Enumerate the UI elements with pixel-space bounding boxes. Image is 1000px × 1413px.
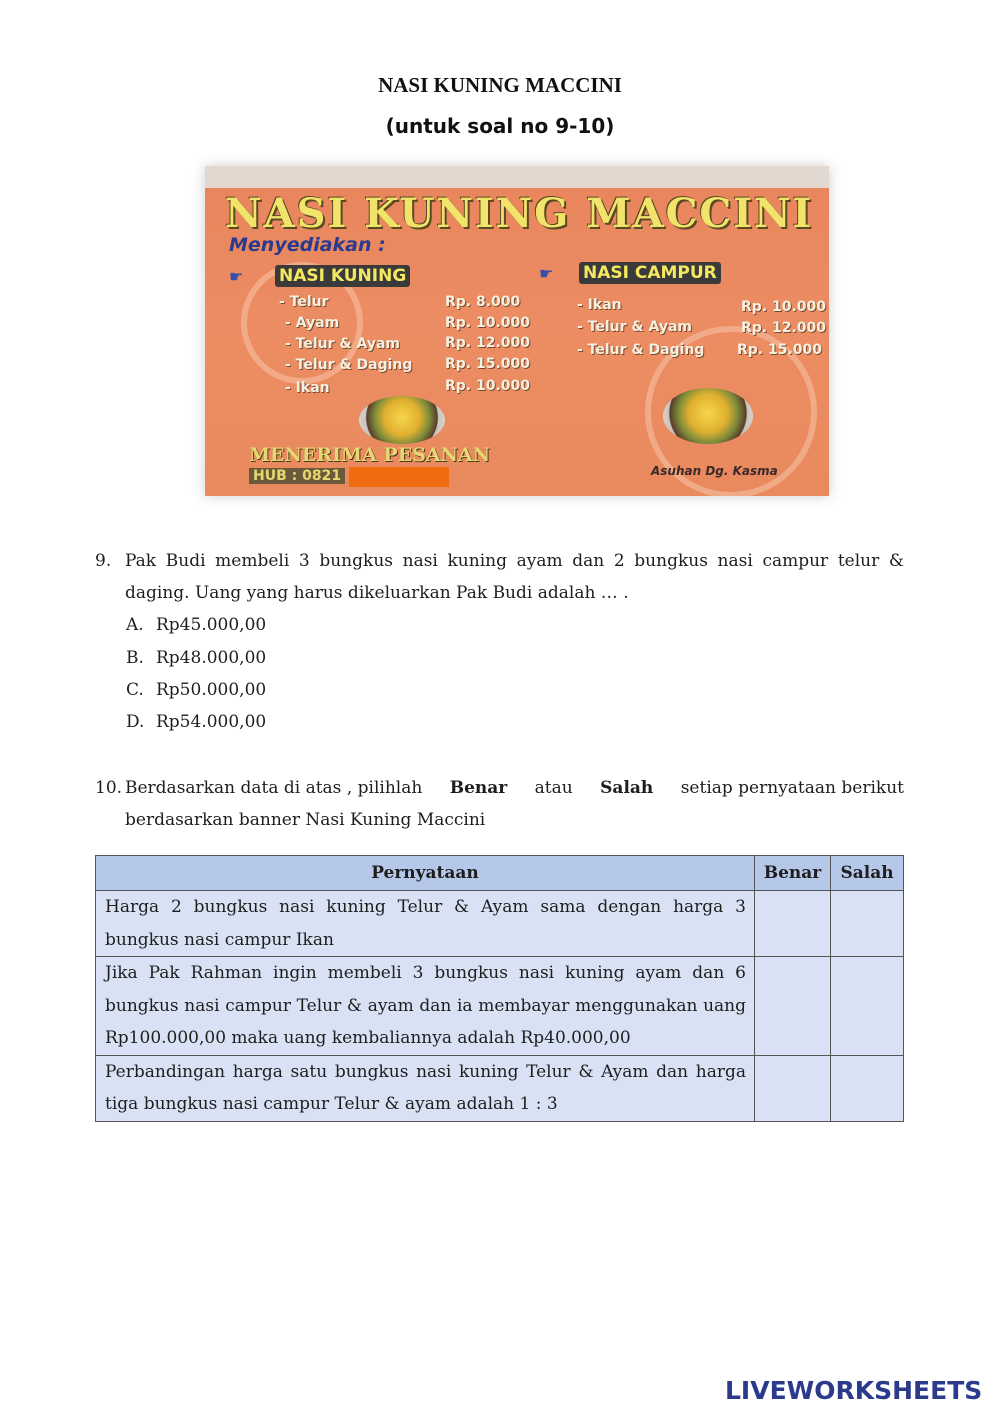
liveworksheets-wordmark: LIVEWORKSHEETS xyxy=(725,1376,983,1405)
header-pernyataan: Pernyataan xyxy=(96,856,755,891)
menu-banner-image xyxy=(205,166,829,496)
option-text: Rp48.000,00 xyxy=(156,648,267,668)
option-text: Rp50.000,00 xyxy=(156,680,267,700)
option-letter: D. xyxy=(126,712,145,732)
header-salah: Salah xyxy=(831,856,904,891)
pointing-hand-icon: ☛ xyxy=(539,264,554,283)
food-plate-image xyxy=(663,388,753,444)
page-title: NASI KUNING MACCINI xyxy=(378,73,622,97)
page-subtitle: (untuk soal no 9-10) xyxy=(385,114,615,138)
benar-answer-cell[interactable] xyxy=(755,957,831,1056)
banner-item: - Telur & Ayam xyxy=(285,336,400,352)
benar-answer-cell[interactable] xyxy=(755,891,831,957)
header-benar: Benar xyxy=(755,856,831,891)
statement-cell: Jika Pak Rahman ingin membeli 3 bungkus nasi kuning ayam dan 6 bungkus nasi campur Telur & ayam dan ia membayar menggunakan uang Rp100.000,00 maka uang kembaliannya adalah Rp40.000,00 xyxy=(96,957,755,1056)
banner-price: Rp. 12.000 xyxy=(445,335,531,351)
banner-tagline: Menyediakan : xyxy=(229,234,386,256)
banner-redaction xyxy=(349,467,449,487)
salah-answer-cell[interactable] xyxy=(831,957,904,1056)
banner-price: Rp. 10.000 xyxy=(445,315,531,331)
banner-item: - Telur & Daging xyxy=(577,342,705,358)
banner-price: Rp. 15.000 xyxy=(445,356,531,372)
banner-price: Rp. 10.000 xyxy=(741,299,827,315)
q10-salah: Salah xyxy=(600,778,654,798)
q10-text-b: setiap pernyataan berikut xyxy=(680,778,904,798)
q10-text-a: Berdasarkan data di atas , pilihlah xyxy=(125,778,423,798)
statement-table xyxy=(95,855,904,1122)
banner-top-strip xyxy=(205,166,829,188)
table-row xyxy=(96,1055,904,1121)
food-plate-image xyxy=(359,396,445,444)
banner-price: Rp. 8.000 xyxy=(445,294,521,310)
banner-contact: HUB : 0821 xyxy=(249,468,345,484)
question-9-line-2: daging. Uang yang harus dikeluarkan Pak Budi adalah … . xyxy=(125,583,629,603)
option-letter: A. xyxy=(126,615,144,635)
banner-credit: Asuhan Dg. Kasma xyxy=(651,464,778,478)
banner-item: - Telur & Daging xyxy=(285,357,413,373)
banner-item: - Ayam xyxy=(285,315,340,331)
answer-option-c[interactable] xyxy=(126,674,266,706)
banner-footer: MENERIMA PESANAN xyxy=(249,444,491,466)
table-row xyxy=(96,891,904,957)
question-10-line-2: berdasarkan banner Nasi Kuning Maccini xyxy=(125,810,486,830)
option-text: Rp54.000,00 xyxy=(156,712,267,732)
banner-heading-nasi-kuning: NASI KUNING xyxy=(275,265,410,287)
liveworksheets-logo xyxy=(700,1376,982,1405)
banner-price: Rp. 15.000 xyxy=(737,342,823,358)
banner-item: - Ikan xyxy=(577,297,622,313)
question-number: 10. xyxy=(95,778,123,798)
q10-atau: atau xyxy=(534,778,573,798)
table-row xyxy=(96,957,904,1056)
salah-answer-cell[interactable] xyxy=(831,891,904,957)
banner-item: - Telur xyxy=(279,294,329,310)
banner-item: - Telur & Ayam xyxy=(577,319,692,335)
banner-title: NASI KUNING MACCINI xyxy=(225,190,814,237)
answer-option-d[interactable] xyxy=(126,706,266,738)
question-number: 9. xyxy=(95,551,112,571)
salah-answer-cell[interactable] xyxy=(831,1055,904,1121)
question-9-line-1: Pak Budi membeli 3 bungkus nasi kuning ayam dan 2 bungkus nasi campur telur & xyxy=(125,551,904,571)
liveworksheets-mark-icon xyxy=(700,1379,722,1403)
question-10-line-1 xyxy=(125,772,904,804)
answer-option-a[interactable] xyxy=(126,609,266,641)
option-text: Rp45.000,00 xyxy=(156,615,267,635)
q10-benar: Benar xyxy=(449,778,508,798)
pointing-hand-icon: ☛ xyxy=(229,267,244,286)
banner-item: - Ikan xyxy=(285,380,330,396)
benar-answer-cell[interactable] xyxy=(755,1055,831,1121)
banner-price: Rp. 12.000 xyxy=(741,320,827,336)
banner-price: Rp. 10.000 xyxy=(445,378,531,394)
option-letter: C. xyxy=(126,680,144,700)
answer-option-b[interactable] xyxy=(126,642,266,674)
banner-heading-nasi-campur: NASI CAMPUR xyxy=(579,262,721,284)
statement-cell: Perbandingan harga satu bungkus nasi kuning Telur & Ayam dan harga tiga bungkus nasi campur Telur & ayam adalah 1 : 3 xyxy=(96,1055,755,1121)
statement-cell: Harga 2 bungkus nasi kuning Telur & Ayam sama dengan harga 3 bungkus nasi campur Ikan xyxy=(96,891,755,957)
option-letter: B. xyxy=(126,648,144,668)
